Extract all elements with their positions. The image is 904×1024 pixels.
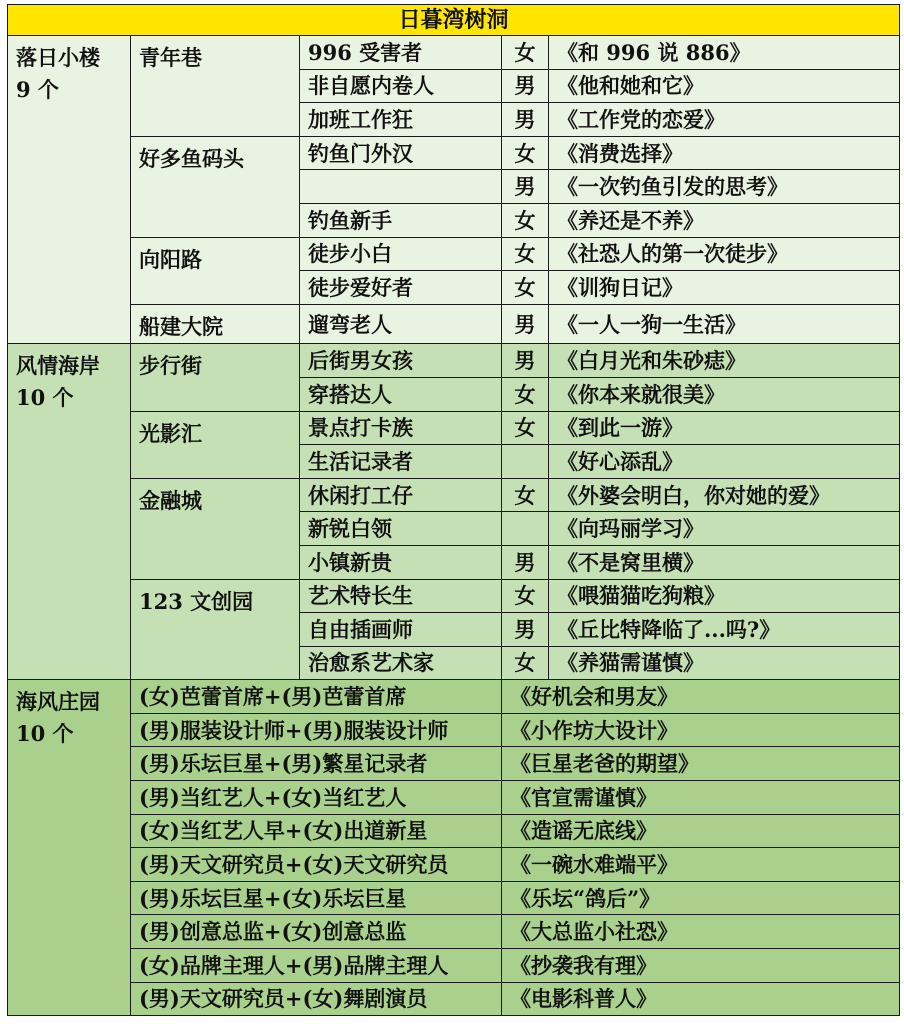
gender-cell: 女 xyxy=(502,646,549,680)
gender-cell xyxy=(502,512,549,546)
gender-cell: 女 xyxy=(502,271,549,305)
table-row xyxy=(8,781,900,815)
story-cell: 《一碗水难端平》 xyxy=(502,848,900,882)
gender-cell: 男 xyxy=(502,613,549,647)
story-cell: 《消费选择》 xyxy=(549,136,900,170)
section-name: 风情海岸 xyxy=(16,353,100,379)
gender-cell: 女 xyxy=(502,478,549,512)
gender-cell: 女 xyxy=(502,237,549,271)
gender-cell: 男 xyxy=(502,304,549,344)
location-cell: 光影汇 xyxy=(131,411,300,478)
story-cell: 《社恐人的第一次徒步》 xyxy=(549,237,900,271)
story-cell: 《抄袭我有理》 xyxy=(502,949,900,983)
story-cell: 《到此一游》 xyxy=(549,411,900,445)
story-cell: 《你本来就很美》 xyxy=(549,377,900,411)
role-cell: 生活记录者 xyxy=(300,445,502,479)
location-cell: 船建大院 xyxy=(131,304,300,344)
location-cell: 向阳路 xyxy=(131,237,300,304)
role-cell: 徒步爱好者 xyxy=(300,271,502,305)
table-row xyxy=(8,915,900,949)
table-row xyxy=(8,814,900,848)
gender-cell: 女 xyxy=(502,203,549,237)
role-cell: 徒步小白 xyxy=(300,237,502,271)
story-cell: 《官宣需谨慎》 xyxy=(502,781,900,815)
title-row xyxy=(8,5,900,36)
gender-cell: 男 xyxy=(502,344,549,378)
gender-cell: 女 xyxy=(502,136,549,170)
role-cell: 治愈系艺术家 xyxy=(300,646,502,680)
location-cell: 123 文创园 xyxy=(131,579,300,680)
table-row xyxy=(8,344,900,378)
treehole-table xyxy=(7,4,900,1016)
story-cell: 《训狗日记》 xyxy=(549,271,900,305)
role-cell: 加班工作狂 xyxy=(300,103,502,137)
section-name: 海风庄园 xyxy=(16,689,100,715)
role-cell: 钓鱼门外汉 xyxy=(300,136,502,170)
gender-cell: 男 xyxy=(502,170,549,204)
story-cell: 《好机会和男友》 xyxy=(502,680,900,714)
location-cell: 青年巷 xyxy=(131,36,300,137)
table-row xyxy=(8,579,900,613)
story-cell: 《外婆会明白，你对她的爱》 xyxy=(549,478,900,512)
story-cell: 《乐坛“鸽后”》 xyxy=(502,881,900,915)
table-row xyxy=(8,949,900,983)
couple-cell: (男)创意总监+(女)创意总监 xyxy=(131,915,502,949)
table-row xyxy=(8,747,900,781)
role-cell: 钓鱼新手 xyxy=(300,203,502,237)
role-cell: 景点打卡族 xyxy=(300,411,502,445)
story-cell: 《白月光和朱砂痣》 xyxy=(549,344,900,378)
role-cell: 自由插画师 xyxy=(300,613,502,647)
couple-cell: (男)天文研究员+(女)舞剧演员 xyxy=(131,982,502,1016)
couple-cell: (女)品牌主理人+(男)品牌主理人 xyxy=(131,949,502,983)
role-cell: 穿搭达人 xyxy=(300,377,502,411)
gender-cell: 男 xyxy=(502,69,549,103)
section-cell xyxy=(8,36,131,344)
story-cell: 《巨星老爸的期望》 xyxy=(502,747,900,781)
table-row xyxy=(8,304,900,344)
story-cell: 《养猫需谨慎》 xyxy=(549,646,900,680)
gender-cell: 女 xyxy=(502,36,549,70)
story-cell: 《造谣无底线》 xyxy=(502,814,900,848)
story-cell: 《丘比特降临了...吗?》 xyxy=(549,613,900,647)
couple-cell: (男)当红艺人+(女)当红艺人 xyxy=(131,781,502,815)
treehole-table-container xyxy=(7,4,899,1016)
story-cell: 《电影科普人》 xyxy=(502,982,900,1016)
couple-cell: (女)芭蕾首席+(男)芭蕾首席 xyxy=(131,680,502,714)
gender-cell: 男 xyxy=(502,103,549,137)
role-cell: 新锐白领 xyxy=(300,512,502,546)
story-cell: 《小作坊大设计》 xyxy=(502,713,900,747)
story-cell: 《大总监小社恐》 xyxy=(502,915,900,949)
table-row xyxy=(8,237,900,271)
gender-cell: 女 xyxy=(502,377,549,411)
couple-cell: (男)服装设计师+(男)服装设计师 xyxy=(131,713,502,747)
couple-cell: (女)当红艺人早+(女)出道新星 xyxy=(131,814,502,848)
table-row xyxy=(8,36,900,70)
story-cell: 《一次钓鱼引发的思考》 xyxy=(549,170,900,204)
story-cell: 《喂猫猫吃狗粮》 xyxy=(549,579,900,613)
gender-cell: 男 xyxy=(502,545,549,579)
story-cell: 《不是窝里横》 xyxy=(549,545,900,579)
section-count: 10 个 xyxy=(16,385,74,411)
table-row xyxy=(8,881,900,915)
section-count: 9 个 xyxy=(16,77,59,102)
section-name: 落日小楼 xyxy=(16,45,100,70)
table-row xyxy=(8,982,900,1016)
table-row xyxy=(8,136,900,170)
role-cell: 非自愿内卷人 xyxy=(300,69,502,103)
location-cell: 好多鱼码头 xyxy=(131,136,300,237)
gender-cell: 女 xyxy=(502,579,549,613)
story-cell: 《好心添乱》 xyxy=(549,445,900,479)
story-cell: 《养还是不养》 xyxy=(549,203,900,237)
role-cell: 艺术特长生 xyxy=(300,579,502,613)
section-count: 10 个 xyxy=(16,721,74,747)
couple-cell: (男)乐坛巨星+(男)繁星记录者 xyxy=(131,747,502,781)
section-cell xyxy=(8,344,131,680)
gender-cell: 女 xyxy=(502,411,549,445)
table-row xyxy=(8,478,900,512)
gender-cell xyxy=(502,445,549,479)
role-cell: 996 受害者 xyxy=(300,36,502,70)
couple-cell: (男)天文研究员+(女)天文研究员 xyxy=(131,848,502,882)
table-row xyxy=(8,713,900,747)
table-row xyxy=(8,848,900,882)
couple-cell: (男)乐坛巨星+(女)乐坛巨星 xyxy=(131,881,502,915)
role-cell: 遛弯老人 xyxy=(300,304,502,344)
table-title: 日暮湾树洞 xyxy=(8,5,900,36)
location-cell: 步行街 xyxy=(131,344,300,411)
table-row xyxy=(8,411,900,445)
role-cell: 后街男女孩 xyxy=(300,344,502,378)
role-cell xyxy=(300,170,502,204)
role-cell: 休闲打工仔 xyxy=(300,478,502,512)
section-cell xyxy=(8,680,131,1016)
location-cell: 金融城 xyxy=(131,478,300,579)
table-row xyxy=(8,680,900,714)
story-cell: 《向玛丽学习》 xyxy=(549,512,900,546)
story-cell: 《工作党的恋爱》 xyxy=(549,103,900,137)
story-cell: 《他和她和它》 xyxy=(549,69,900,103)
story-cell: 《和 996 说 886》 xyxy=(549,36,900,70)
story-cell: 《一人一狗一生活》 xyxy=(549,304,900,344)
role-cell: 小镇新贵 xyxy=(300,545,502,579)
